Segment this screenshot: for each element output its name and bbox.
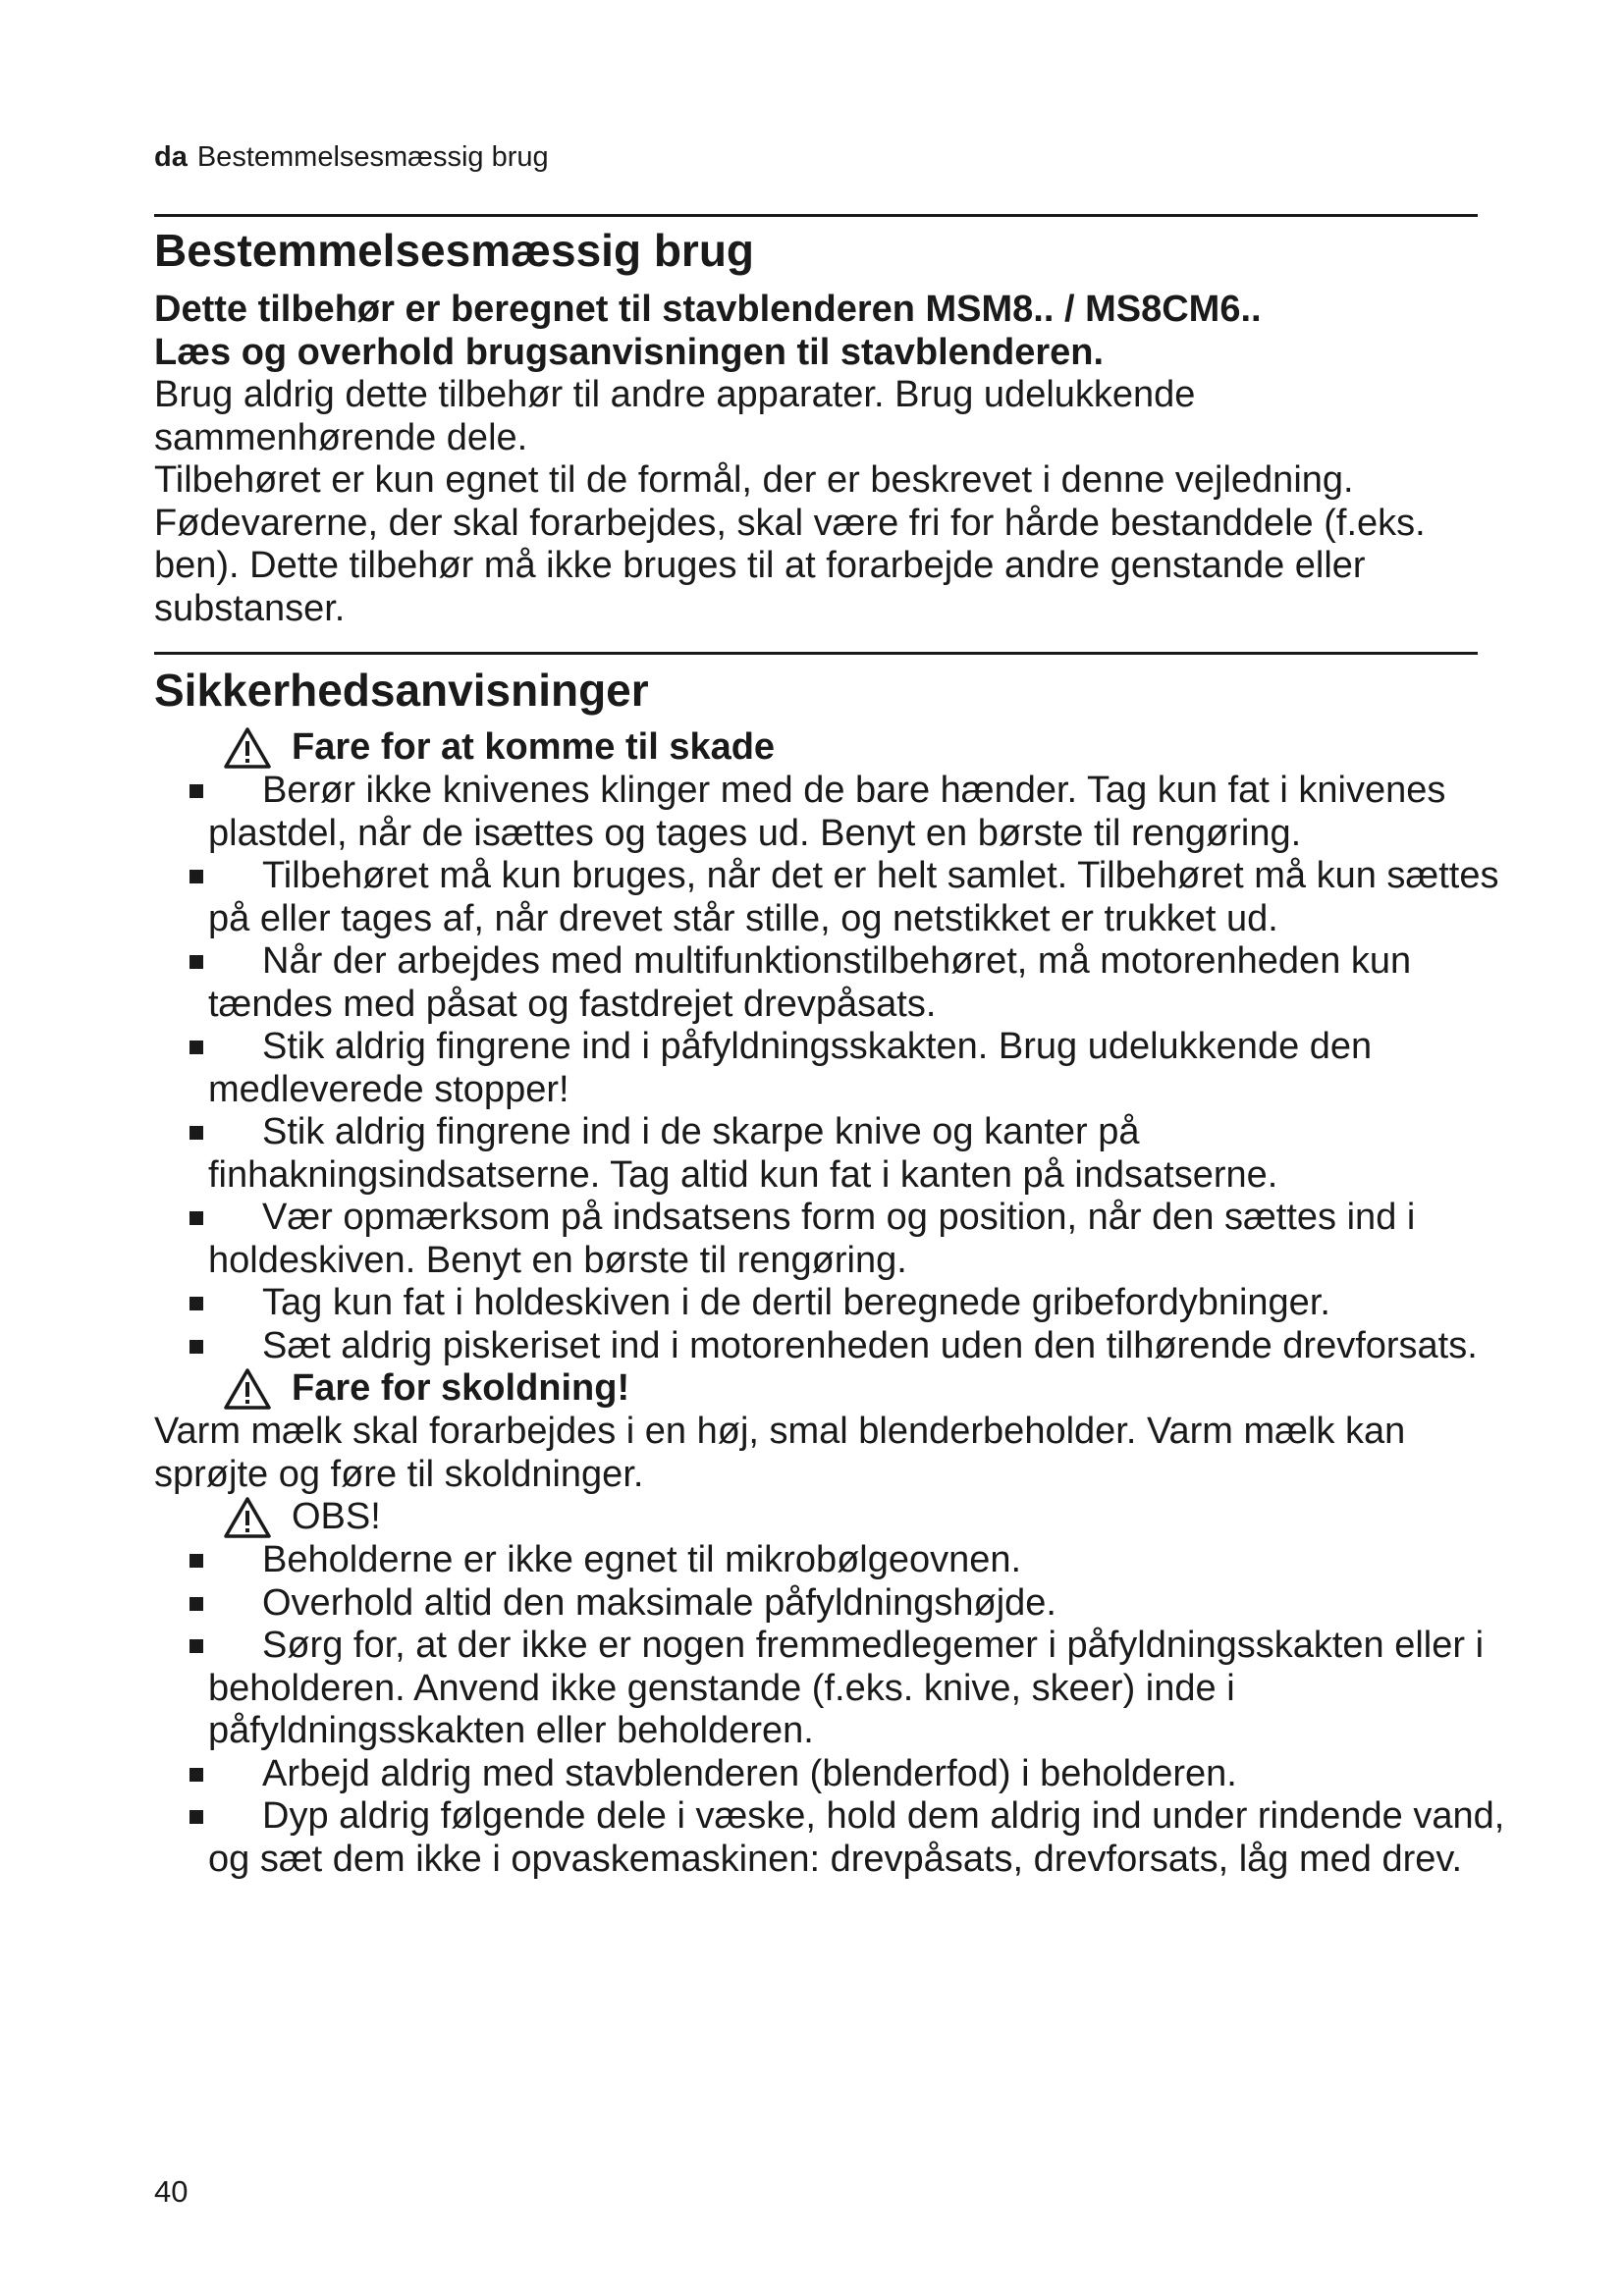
bullet-icon bbox=[189, 1810, 203, 1824]
safety-section bbox=[154, 726, 1529, 1881]
intro-bold-line: Dette tilbehør er beregnet til stavblenderen MSM8.. / MS8CM6.. bbox=[154, 289, 1262, 330]
bullet-icon bbox=[189, 1768, 203, 1782]
intro-paragraph: Brug aldrig dette tilbehør til andre apparater. Brug udelukkende sammenhørende dele. bbox=[154, 374, 1196, 458]
list-item: Når der arbejdes med multifunktionstilbehøret, må motorenheden kun tændes med påsat og fastdrejet drevpåsats. bbox=[154, 940, 1529, 1026]
divider bbox=[154, 652, 1478, 655]
warning-heading bbox=[154, 726, 1529, 770]
list-item: Sørg for, at der ikke er nogen fremmedlegemer i påfyldningsskakten eller i beholderen. Anvend ikke genstande (f.eks. knive, skeer) inde i påfyldningsskakten eller beholderen. bbox=[154, 1625, 1529, 1753]
list-item: Tag kun fat i holdeskiven i de dertil beregnede gribefordybninger. bbox=[154, 1282, 1529, 1325]
bullet-icon bbox=[189, 1639, 203, 1653]
bullet-icon bbox=[189, 784, 203, 798]
bullet-icon bbox=[189, 1041, 203, 1054]
intro-bold-line: Læs og overhold brugsanvisningen til stavblenderen. bbox=[154, 331, 1105, 373]
bullet-icon bbox=[189, 1297, 203, 1310]
list-item: Tilbehøret må kun bruges, når det er helt samlet. Tilbehøret må kun sættes på eller tages af, når drevet står stille, og netstikket er trukket ud. bbox=[154, 855, 1529, 940]
language-code: da bbox=[154, 141, 188, 173]
divider bbox=[154, 214, 1478, 217]
section-heading-intended-use: Bestemmelsesmæssig brug bbox=[154, 225, 755, 276]
scald-warning-text: Varm mælk skal forarbejdes i en høj, smal blenderbeholder. Varm mælk kan sprøjte og føre til skoldninger. bbox=[154, 1411, 1406, 1495]
bullet-icon bbox=[189, 955, 203, 969]
bullet-icon bbox=[189, 1126, 203, 1140]
warning-triangle-icon bbox=[223, 1367, 272, 1411]
running-header bbox=[154, 139, 549, 175]
bullet-icon bbox=[189, 1340, 203, 1354]
warning-title: Fare for at komme til skade bbox=[292, 726, 776, 769]
intro-paragraph: Tilbehøret er kun egnet til de formål, der er beskrevet i denne vejledning. Fødevarerne, der skal forarbejdes, skal være fri for hårde bestanddele (f.eks. ben). Dette tilbehør må ikke bruges til at forarbejde andre genstande eller substanser. bbox=[154, 459, 1426, 629]
warning-title: Fare for skoldning! bbox=[292, 1367, 630, 1410]
warning-triangle-icon bbox=[223, 1496, 272, 1539]
list-item: Dyp aldrig følgende dele i væske, hold dem aldrig ind under rindende vand, og sæt dem ikke i opvaskemaskinen: drevpåsats, drevforsats, låg med drev. bbox=[154, 1795, 1529, 1881]
warning-heading bbox=[154, 1367, 1529, 1411]
list-item: Overhold altid den maksimale påfyldningshøjde. bbox=[154, 1582, 1529, 1626]
bullet-icon bbox=[189, 1211, 203, 1225]
list-item: Beholderne er ikke egnet til mikrobølgeovnen. bbox=[154, 1539, 1529, 1582]
list-item: Sæt aldrig piskeriset ind i motorenheden uden den tilhørende drevforsats. bbox=[154, 1325, 1529, 1368]
running-header-title: Bestemmelsesmæssig brug bbox=[196, 141, 549, 173]
section-heading-safety: Sikkerhedsanvisninger bbox=[154, 665, 649, 716]
list-item: Arbejd aldrig med stavblenderen (blenderfod) i beholderen. bbox=[154, 1753, 1529, 1796]
list-item: Vær opmærksom på indsatsens form og position, når den sættes ind i holdeskiven. Benyt en børste til rengøring. bbox=[154, 1197, 1529, 1282]
warning-triangle-icon bbox=[223, 726, 272, 770]
bullet-icon bbox=[189, 870, 203, 883]
warning-list-caution bbox=[154, 1539, 1529, 1881]
page-number: 40 bbox=[154, 2174, 189, 2209]
bullet-icon bbox=[189, 1554, 203, 1568]
list-item: Berør ikke knivenes klinger med de bare hænder. Tag kun fat i knivenes plastdel, når de isættes og tages ud. Benyt en børste til rengøring. bbox=[154, 770, 1529, 855]
warning-heading bbox=[154, 1496, 1529, 1539]
warning-title: OBS! bbox=[292, 1496, 381, 1538]
list-item: Stik aldrig fingrene ind i de skarpe knive og kanter på finhakningsindsatserne. Tag altid kun fat i kanten på indsatserne. bbox=[154, 1111, 1529, 1197]
warning-list-injury bbox=[154, 770, 1529, 1367]
bullet-icon bbox=[189, 1597, 203, 1611]
list-item: Stik aldrig fingrene ind i påfyldningsskakten. Brug udelukkende den medleverede stopper! bbox=[154, 1026, 1529, 1111]
intended-use-body bbox=[154, 289, 1480, 630]
